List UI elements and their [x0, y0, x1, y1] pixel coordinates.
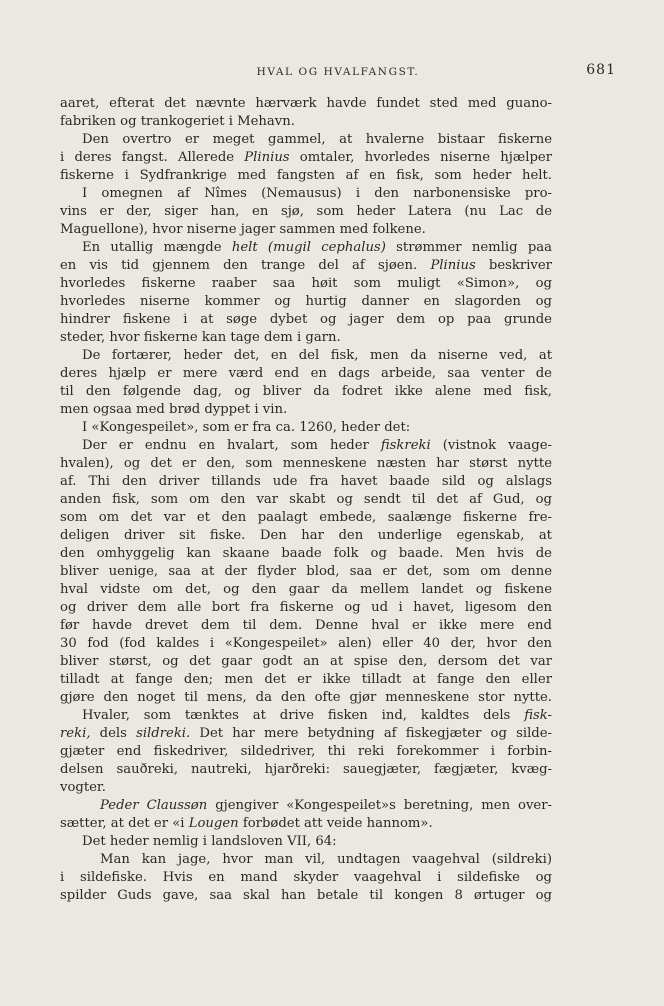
- text-run: spilder Guds gave, saa skal han betale til kongen 8 ørtuger og: [60, 888, 552, 903]
- text-run: En utallig mængde: [82, 240, 232, 255]
- text-line: [60, 707, 552, 725]
- text-line: [60, 527, 552, 545]
- text-run: delsen sauðreki, nautreki, hjarðreki: sauegjæter, fægjæter, kvæg-: [60, 762, 552, 777]
- text-run: beskriver: [475, 258, 552, 273]
- text-line: [60, 473, 552, 491]
- text-line: [60, 689, 552, 707]
- text-run: af. Thi den driver tillands ude fra havet baade sild og alslags: [60, 474, 552, 489]
- text-run: hvalen), og det er den, som menneskene næsten har størst nytte: [60, 456, 552, 471]
- italic-text: Plinius: [244, 150, 290, 165]
- text-line: [60, 347, 552, 365]
- text-line: [60, 635, 552, 653]
- text-line: [60, 401, 552, 419]
- body-text: [60, 95, 552, 905]
- italic-text: Peder Claussøn: [100, 798, 208, 813]
- text-line: [60, 239, 552, 257]
- text-line: [60, 761, 552, 779]
- text-line: [60, 833, 552, 851]
- text-run: sætter, at det er «i: [60, 816, 189, 831]
- text-line: [60, 311, 552, 329]
- text-line: [60, 221, 552, 239]
- text-run: I «Kongespeilet», som er fra ca. 1260, heder det:: [82, 420, 411, 435]
- text-run: vogter.: [60, 780, 106, 795]
- text-line: [60, 113, 552, 131]
- text-run: strømmer nemlig paa: [385, 240, 552, 255]
- text-run: i sildefiske. Hvis en mand skyder vaagehval i sildefiske og: [60, 870, 552, 885]
- text-line: [60, 725, 552, 743]
- text-run: hval vidste om det, og den gaar da mellem landet og fiskene: [60, 582, 552, 597]
- text-line: [60, 455, 552, 473]
- text-line: [60, 365, 552, 383]
- text-line: [60, 779, 552, 797]
- text-run: Hvaler, som tænktes at drive fisken ind, kaldtes dels: [82, 708, 525, 723]
- text-run: fabriken og trankogeriet i Mehavn.: [60, 114, 295, 129]
- text-line: [60, 887, 552, 905]
- text-run: i deres fangst. Allerede: [60, 150, 245, 165]
- text-run: I omegnen af Nîmes (Nemausus) i den narbonensiske pro-: [82, 186, 552, 201]
- text-run: som om det var et den paalagt embede, saalænge fiskerne fre-: [60, 510, 552, 525]
- text-run: og driver dem alle bort fra fiskerne og ud i havet, ligesom den: [60, 600, 552, 615]
- running-title: HVAL OG HVALFANGST.: [256, 66, 420, 78]
- text-run: fiskerne i Sydfrankrige med fangsten af en fisk, som heder helt.: [60, 168, 552, 183]
- text-run: omtaler, hvorledes niserne hjælper: [289, 150, 552, 165]
- text-run: gjæter end fiskedriver, sildedriver, thi reki forekommer i forbin-: [60, 744, 552, 759]
- italic-text: reki,: [60, 726, 91, 741]
- text-line: [60, 383, 552, 401]
- text-line: [60, 419, 552, 437]
- italic-text: fiskreki: [380, 438, 431, 453]
- text-line: [60, 617, 552, 635]
- text-line: [60, 797, 552, 815]
- text-run: Det har mere betydning af fiskegjæter og silde-: [190, 726, 552, 741]
- page-header: [60, 62, 616, 82]
- text-run: hvorledes niserne kommer og hurtig danner en slagorden og: [60, 294, 552, 309]
- text-run: anden fisk, som om den var skabt og sendt til det af Gud, og: [60, 492, 552, 507]
- text-line: [60, 149, 552, 167]
- text-line: [60, 167, 552, 185]
- text-line: [60, 185, 552, 203]
- text-line: [60, 203, 552, 221]
- text-line: [60, 671, 552, 689]
- text-line: [60, 869, 552, 887]
- italic-text: Plinius: [430, 258, 476, 273]
- text-run: bliver størst, og det gaar godt an at spise den, dersom det var: [60, 654, 552, 669]
- text-line: [60, 131, 552, 149]
- text-run: Man kan jage, hvor man vil, undtagen vaagehval (sildreki): [100, 852, 552, 867]
- text-run: forbødet att veide hannom».: [238, 816, 433, 831]
- page-number: 681: [586, 62, 616, 78]
- text-run: Der er endnu en hvalart, som heder: [82, 438, 381, 453]
- italic-text: sildreki.: [136, 726, 191, 741]
- text-line: [60, 815, 552, 833]
- italic-text: fisk-: [524, 708, 552, 723]
- text-line: [60, 563, 552, 581]
- text-run: Det heder nemlig i landsloven VII, 64:: [82, 834, 337, 849]
- text-line: [60, 437, 552, 455]
- text-run: den omhyggelig kan skaane baade folk og baade. Men hvis de: [60, 546, 552, 561]
- text-run: Maguellone), hvor niserne jager sammen med folkene.: [60, 222, 426, 237]
- text-run: dels: [90, 726, 137, 741]
- italic-text: helt (mugil cephalus): [231, 240, 386, 255]
- text-run: bliver uenige, saa at der flyder blod, saa er det, som om denne: [60, 564, 552, 579]
- text-line: [60, 851, 552, 869]
- text-line: [60, 257, 552, 275]
- text-line: [60, 509, 552, 527]
- text-run: De fortærer, heder det, en del fisk, men da niserne ved, at: [82, 348, 552, 363]
- text-line: [60, 293, 552, 311]
- text-run: tilladt at fange den; men det er ikke tilladt at fange den eller: [60, 672, 552, 687]
- text-run: til den følgende dag, og bliver da fodret ikke alene med fisk,: [60, 384, 552, 399]
- text-run: deres hjælp er mere værd end en dags arbeide, saa venter de: [60, 366, 552, 381]
- text-run: men ogsaa med brød dyppet i vin.: [60, 402, 288, 417]
- text-line: [60, 653, 552, 671]
- text-line: [60, 95, 552, 113]
- text-run: før havde drevet dem til dem. Denne hval er ikke mere end: [60, 618, 552, 633]
- text-run: steder, hvor fiskerne kan tage dem i garn.: [60, 330, 341, 345]
- text-line: [60, 743, 552, 761]
- text-run: gjøre den noget til mens, da den ofte gjør menneskene stor nytte.: [60, 690, 552, 705]
- text-run: (vistnok vaage-: [430, 438, 552, 453]
- text-line: [60, 599, 552, 617]
- text-line: [60, 491, 552, 509]
- text-run: hindrer fiskene i at søge dybet og jager dem op paa grunde: [60, 312, 552, 327]
- text-run: en vis tid gjennem den trange del af sjøen.: [60, 258, 431, 273]
- text-run: deligen driver sit fiske. Den har den underlige egenskab, at: [60, 528, 552, 543]
- italic-text: Lougen: [188, 816, 239, 831]
- text-line: [60, 329, 552, 347]
- text-line: [60, 545, 552, 563]
- text-run: hvorledes fiskerne raaber saa høit som muligt «Simon», og: [60, 276, 552, 291]
- text-run: gjengiver «Kongespeilet»s beretning, men over-: [207, 798, 552, 813]
- text-run: Den overtro er meget gammel, at hvalerne bistaar fiskerne: [82, 132, 552, 147]
- text-run: 30 fod (fod kaldes i «Kongespeilet» alen) eller 40 der, hvor den: [60, 636, 552, 651]
- text-line: [60, 581, 552, 599]
- text-run: vins er der, siger han, en sjø, som heder Latera (nu Lac de: [60, 204, 552, 219]
- text-line: [60, 275, 552, 293]
- text-run: aaret, efterat det nævnte hærværk havde fundet sted med guano-: [60, 96, 552, 111]
